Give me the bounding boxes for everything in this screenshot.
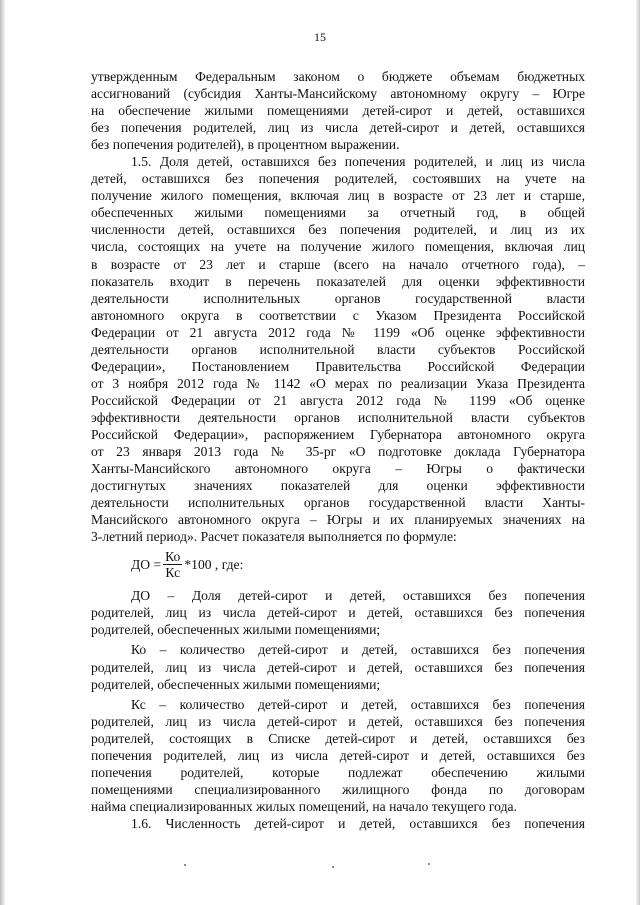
text-line: числа, состоящих на учете на получение жилого помещения, включая лиц xyxy=(91,239,585,255)
text-line: достигнутых значениях показателей для оценки эффективности xyxy=(91,478,585,494)
definition-do xyxy=(91,587,585,638)
text-line: Российской Федерации», распоряжением Губернатора автономного округа xyxy=(91,426,585,442)
text-line: численности детей, оставшихся без попечения родителей, и лиц из их xyxy=(91,222,585,238)
text-line: Федерации», Постановлением Правительства Российской Федерации xyxy=(91,358,585,374)
text-line: помещениями специализированного жилищного фонда по договорам xyxy=(91,781,585,797)
scan-speck xyxy=(332,866,334,868)
text-line: от 23 января 2013 года № 35-рг «О подготовке доклада Губернатора xyxy=(91,444,585,460)
text-line: автономного округа в соответствии с Указом Президента Российской xyxy=(91,307,585,323)
text-line: ассигнований (субсидия Ханты-Мансийскому автономному округу – Югре xyxy=(91,86,585,102)
text-line: родителей, лиц из числа детей-сирот и детей, оставшихся без попечения xyxy=(91,713,585,729)
formula-lhs: ДО = xyxy=(131,556,162,572)
paragraph-intro xyxy=(91,68,585,153)
text-line: попечения родителей, которые подлежат обеспечению жилыми xyxy=(91,764,585,780)
text-line: детей, оставшихся без попечения родителей, состоявших на учете на xyxy=(91,171,585,187)
text-line: родителей, лиц из числа детей-сирот и детей, оставшихся без попечения xyxy=(91,605,585,621)
page-number: 15 xyxy=(314,30,326,44)
text-line: без попечения родителей, лиц из числа детей-сирот и детей, оставшихся xyxy=(91,120,585,136)
text-line: 1.6. Численность детей-сирот и детей, оставшихся без попечения xyxy=(131,815,585,831)
formula-numerator: Ко xyxy=(165,548,181,564)
scan-speck xyxy=(428,863,430,865)
formula-rhs: *100 , где: xyxy=(184,556,244,572)
scan-speck xyxy=(184,864,186,866)
text-line: обеспеченных жилыми помещениями за отчетный год, в общей xyxy=(91,205,585,221)
definition-ko xyxy=(91,641,585,692)
text-line: 3-летний период». Расчет показателя выполняется по формуле: xyxy=(91,529,457,545)
scan-specks xyxy=(0,862,640,872)
text-line: Ханты-Мансийского автономного округа – Югры о фактически xyxy=(91,461,585,477)
page-edge-left xyxy=(0,0,5,905)
text-line: Ко – количество детей-сирот и детей, оставшихся без попечения xyxy=(131,642,585,658)
text-line: родителей, состоящих в Списке детей-сирот и детей, оставшихся без xyxy=(91,730,585,746)
formula-denominator: Кс xyxy=(165,564,181,580)
text-line: эффективности деятельности органов исполнительной власти субъектов xyxy=(91,409,585,425)
text-line: деятельности органов исполнительной власти субъектов Российской xyxy=(91,341,585,357)
paragraph-1-6 xyxy=(91,815,585,832)
text-line: получение жилого помещения, включая лиц в возрасте от 23 лет и старше, xyxy=(91,188,585,204)
paragraph-1-5 xyxy=(91,153,585,545)
text-line: Мансийского автономного округа – Югры и их планируемых значениях на xyxy=(91,512,585,528)
document-body xyxy=(91,68,585,832)
text-line: в возрасте от 23 лет и старше (всего на начало отчетного года), – xyxy=(91,256,585,272)
text-line: 1.5. Доля детей, оставшихся без попечения родителей, и лиц из числа xyxy=(131,154,585,170)
text-line: родителей, лиц из числа детей-сирот и детей, оставшихся без попечения xyxy=(91,659,585,675)
text-line: попечения родителей, лиц из числа детей-сирот и детей, оставшихся без xyxy=(91,747,585,763)
text-line: от 3 ноября 2012 года № 1142 «О мерах по реализации Указа Президента xyxy=(91,375,585,391)
text-line: утвержденным Федеральным законом о бюджете объемам бюджетных xyxy=(91,69,585,84)
text-line: деятельности исполнительных органов государственной власти Ханты- xyxy=(91,495,585,511)
text-line: показатель входит в перечень показателей для оценки эффективности xyxy=(91,273,585,289)
formula-fraction xyxy=(163,549,182,580)
text-line: родителей, обеспеченных жилыми помещениями; xyxy=(91,622,381,638)
page-edge-right xyxy=(636,0,640,905)
text-line: ДО – Доля детей-сирот и детей, оставшихся без попечения xyxy=(131,588,585,604)
text-line: Федерации от 21 августа 2012 года № 1199 «Об оценке эффективности xyxy=(91,324,585,340)
text-line: Российской Федерации от 21 августа 2012 года № 1199 «Об оценке xyxy=(91,392,585,408)
text-line: без попечения родителей), в процентном выражении. xyxy=(91,137,400,153)
text-line: найма специализированных жилых помещений, на начало текущего года. xyxy=(91,798,517,814)
text-line: деятельности исполнительных органов государственной власти xyxy=(91,290,585,306)
text-line: родителей, обеспеченных жилыми помещениями; xyxy=(91,676,381,692)
formula xyxy=(91,547,585,581)
text-line: на обеспечение жилыми помещениями детей-сирот и детей, оставшихся xyxy=(91,103,585,119)
text-line: Кс – количество детей-сирот и детей, оставшихся без попечения xyxy=(131,696,585,712)
definition-kc xyxy=(91,696,585,815)
